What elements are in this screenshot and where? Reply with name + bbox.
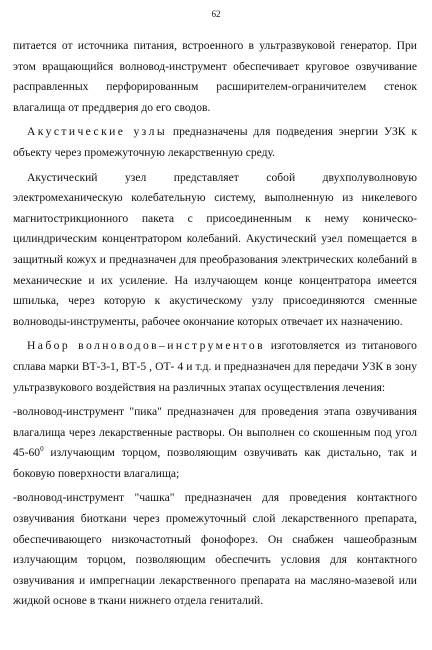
paragraph-power-supply: питается от источника питания, встроенного в ультразвуковой генератор. При этом вращающийся волновод-инструмент обеспечивает круговое озвучивание расправленных перфорированным расширителем-ограничителем стенок влагалища от преддверия до его сводов. (13, 39, 417, 114)
pika-text-before: -волновод-инструмент "пика" предназначен для проведения этапа озвучивания влагалища через лекарственные растворы. Он выполнен со скошенным под угол 45-60 (13, 405, 417, 460)
paragraph-acoustic-unit-description: Акустический узел представляет собой двухполуволновую электромеханическую колебательную систему, выполненную из никелевого магнитострикционного пакета с присоединенным к нему коническо-цилиндрическим концентратором колебаний. Акустический узел помещается в защитный кожух и предназначен для преобразования электрических колебаний в механические и их усиление. На излучающем конце концентратора имеется шпилька, через которую к акустическому узлу присоединяются сменные волноводы-инструменты, рабочее окончание которых отвечает их назначению. (13, 170, 417, 328)
degree-superscript: 0 (40, 445, 44, 454)
paragraph-cup-tool: -волновод-инструмент "чашка" предназначен для проведения контактного озвучивания биоткани через промежуточный слой лекарственного препарата, обеспечивающего низкочастотный фонофорез. Он снабжен чашеобразным излучающим торцом, позволяющим обеспечить условия для контактного озвучивания и импрегнации лекарственного препарата на масляно-мазевой или жидкой основе в ткани нижнего отдела гениталий. (13, 491, 417, 608)
paragraph-waveguide-set-text: изготовляется из титанового сплава марки ВТ-3-1, ВТ-5 , ОТ- 4 и т.д. и предназначен для передачи УЗК в зону ультразвукового воздействия на различных этапах осуществления лечения: (13, 339, 417, 394)
pika-text-after: излучающим торцом, позволяющим озвучивать как дистально, так и боковую поверхности влагалища; (13, 446, 417, 480)
term-acoustic-units: Акустические узлы (27, 125, 168, 139)
page-number: 62 (211, 9, 221, 19)
term-waveguide-set: Набор волноводов–инструментов (27, 339, 265, 353)
paragraph-pika-tool (13, 402, 417, 484)
paragraph-acoustic-units (13, 122, 417, 163)
paragraph-acoustic-units-text: предназначены для подведения энергии УЗК к объекту через промежуточную лекарственную среду. (13, 125, 418, 159)
document-body (13, 36, 417, 616)
paragraph-waveguide-set (13, 336, 417, 398)
